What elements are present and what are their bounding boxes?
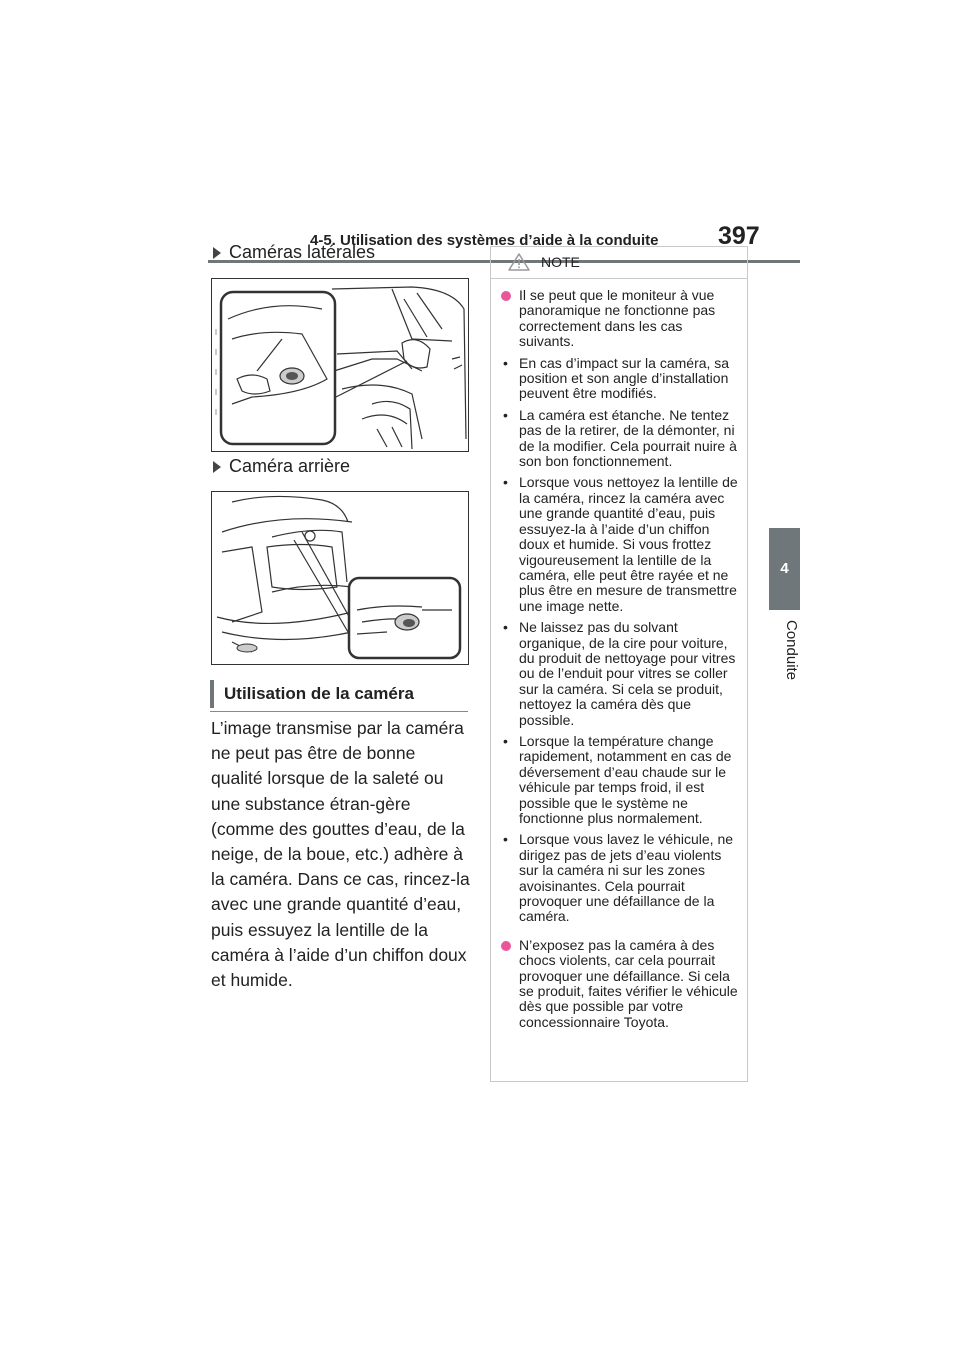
note-bullet: • Lorsque vous lavez le véhicule, ne dirigez pas de jets d’eau violents sur la caméra ni sur les zones avoisinantes. Cela pourrait provoquer une défaillance de la caméra.	[503, 831, 734, 925]
warning-icon	[507, 252, 531, 272]
pink-bullet-icon	[501, 941, 511, 951]
figure-label-rear-camera: Caméra arrière	[213, 456, 350, 477]
bullet-icon: •	[503, 474, 508, 491]
pink-bullet-icon	[501, 291, 511, 301]
bullet-icon: •	[503, 619, 508, 636]
note-title: NOTE	[541, 254, 580, 270]
note-bullet: • Lorsque la température change rapidement, notamment en cas de déversement d’eau chaude sur le véhicule par temps froid, il est possible que le système ne fonctionne plus normalement.	[503, 732, 732, 826]
section-title: Utilisation de la caméra	[210, 680, 482, 708]
rear-camera-drawing	[212, 492, 468, 664]
triangle-bullet-icon	[213, 247, 221, 259]
rear-camera-illustration	[211, 491, 469, 665]
note-body	[491, 279, 747, 1030]
side-camera-drawing	[212, 279, 468, 451]
note-box	[490, 246, 748, 1082]
section-divider	[210, 711, 468, 712]
section-body-text: L’image transmise par la caméra ne peut pas être de bonne qualité lorsque de la saleté ou une substance étran-gère (comme des gouttes d’eau, de la neige, de la boue, etc.) adhère à la caméra. Dans ce cas, rincez-la avec une grande quantité d’eau, puis essuyez la lentille de la caméra à l’aide d’un chiffon doux et humide.	[211, 718, 470, 991]
section-header: 4-5. Utilisation des systèmes d’aide à la conduite	[310, 232, 659, 249]
note-item: Il se peut que le moniteur à vue panoramique ne fonctionne pas correctement dans les cas suivants.	[499, 288, 739, 350]
note-bullet: • La caméra est étanche. Ne tentez pas de la retirer, de la démonter, ni de la modifier. Cela pourrait nuire à son bon fonctionnement.	[503, 406, 737, 470]
bullet-icon: •	[503, 732, 508, 749]
bullet-icon: •	[503, 406, 508, 423]
note-item: N’exposez pas la caméra à des chocs violents, car cela pourrait provoquer une défaillance. Si cela se produit, faites vérifier le véhicule dès que possible par votre concessionnaire Toyota.	[499, 938, 739, 1030]
figure-label-side-cameras: Caméras latérales	[213, 242, 375, 263]
note-bullet: • En cas d’impact sur la caméra, sa position et son angle d’installation peuvent être modifiés.	[503, 354, 730, 402]
bullet-icon: •	[503, 831, 508, 848]
chapter-tab[interactable]: 4	[769, 528, 800, 610]
note-bullet: • Ne laissez pas du solvant organique, de la cire pour voiture, du produit de nettoyage pour vitres ou de l’enduit pour vitres se coller sur la caméra. Si cela se produit, nettoyez la caméra dès que possible.	[503, 619, 736, 728]
side-camera-illustration	[211, 278, 469, 452]
note-bullet: • Lorsque vous nettoyez la lentille de la caméra, rincez la caméra avec une grande quantité d’eau, puis essuyez-la à l’aide d’un chiffon doux et humide. Si vous frottez vigoureusement la lentille de la caméra, elle peut être rayée et ne plus être en mesure de transmettre une image nette.	[503, 474, 738, 614]
bullet-icon: •	[503, 354, 508, 371]
chapter-label: Conduite	[783, 620, 800, 681]
triangle-bullet-icon	[213, 461, 221, 473]
note-header	[491, 247, 747, 279]
page-number: 397	[718, 222, 760, 250]
